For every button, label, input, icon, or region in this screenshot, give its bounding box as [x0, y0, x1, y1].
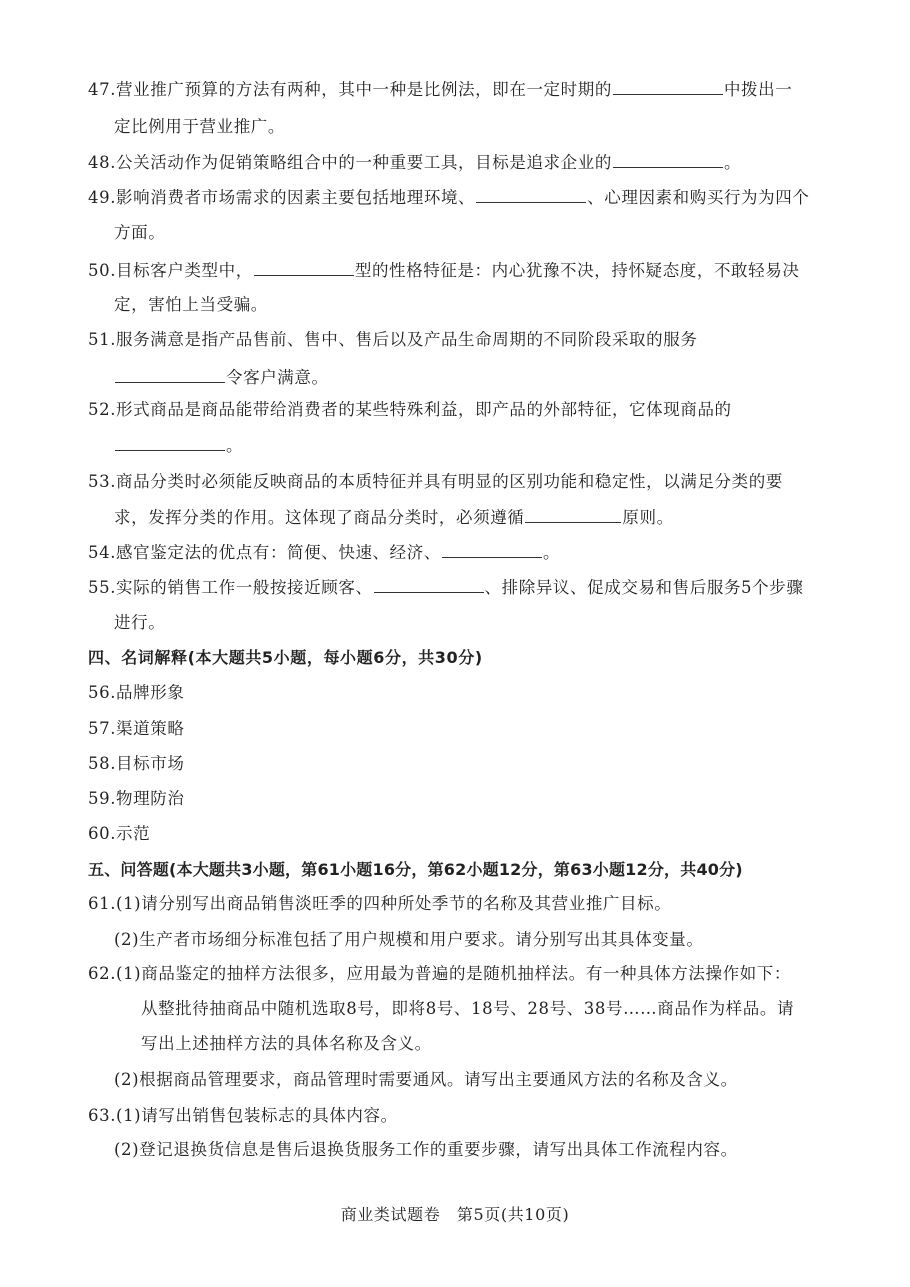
- answer-blank: [115, 366, 225, 383]
- q50-line2: 定，害怕上当受骗。: [114, 295, 268, 314]
- q54-text: 54.感官鉴定法的优点有：简便、快速、经济、: [88, 543, 441, 562]
- answer-blank: [613, 151, 723, 168]
- q49-text: 49.影响消费者市场需求的因素主要包括地理环境、: [88, 188, 476, 207]
- q55-text-2: 、排除异议、促成交易和售后服务5个步骤: [484, 578, 804, 597]
- answer-blank: [254, 259, 354, 276]
- q48-line1: [88, 151, 741, 173]
- q52-text-2: 。: [226, 436, 244, 455]
- q49-line2: 方面。: [114, 223, 166, 242]
- q62-part1-line2: 从整批待抽商品中随机选取8号，即将8号、18号、28号、38号……商品作为样品。请: [141, 999, 795, 1018]
- q61-part2: (2)生产者市场细分标准包括了用户规模和用户要求。请分别写出其具体变量。: [114, 930, 704, 949]
- q51-line2: [114, 366, 329, 388]
- q63-part1: 63.(1)请写出销售包装标志的具体内容。: [88, 1106, 398, 1125]
- q54-line1: [88, 541, 560, 563]
- q50-text-2: 型的性格特征是：内心犹豫不决，持怀疑态度，不敢轻易决: [354, 261, 800, 280]
- q47-line2: 定比例用于营业推广。: [114, 117, 285, 136]
- page-footer: 商业类试题卷 第5页(共10页): [340, 1205, 570, 1224]
- q53-text-3: 原则。: [622, 508, 674, 527]
- q51-line1: 51.服务满意是指产品售前、售中、售后以及产品生命周期的不同阶段采取的服务: [88, 330, 698, 349]
- q53-text-2: 求，发挥分类的作用。这体现了商品分类时，必须遵循: [114, 508, 525, 527]
- q54-text-2: 。: [542, 543, 561, 562]
- q48-text-2: 。: [723, 153, 742, 172]
- q62-part2: (2)根据商品管理要求，商品管理时需要通风。请写出主要通风方法的名称及含义。: [114, 1070, 738, 1089]
- q49-text-2: 、心理因素和购买行为为四个: [587, 188, 810, 207]
- q53-line2: [114, 506, 674, 528]
- section-4-heading: 四、名词解释(本大题共5小题，每小题6分，共30分): [88, 648, 483, 667]
- q47-text: 47.营业推广预算的方法有两种，其中一种是比例法，即在一定时期的: [88, 80, 612, 99]
- q49-line1: [88, 186, 809, 208]
- q52-line1: 52.形式商品是商品能带给消费者的某些特殊利益，即产品的外部特征，它体现商品的: [88, 400, 732, 419]
- q48-text: 48.公关活动作为促销策略组合中的一种重要工具，目标是追求企业的: [88, 153, 612, 172]
- q52-line2: [114, 434, 243, 456]
- term-59: 59.物理防治: [88, 789, 185, 808]
- answer-blank: [613, 78, 723, 95]
- q63-part2: (2)登记退换货信息是售后退换货服务工作的重要步骤，请写出具体工作流程内容。: [114, 1140, 738, 1159]
- term-56: 56.品牌形象: [88, 683, 185, 702]
- q61-part1: 61.(1)请分别写出商品销售淡旺季的四种所处季节的名称及其营业推广目标。: [88, 894, 672, 913]
- q51-text-2: 令客户满意。: [226, 368, 329, 387]
- term-58: 58.目标市场: [88, 754, 185, 773]
- answer-blank: [525, 506, 621, 523]
- q47-line1: [88, 78, 792, 100]
- section-5-heading: 五、问答题(本大题共3小题，第61小题16分，第62小题12分，第63小题12分，共40分): [88, 860, 743, 879]
- answer-blank: [374, 576, 484, 593]
- answer-blank: [115, 434, 225, 451]
- q55-line1: [88, 576, 803, 598]
- q62-part1-line3: 写出上述抽样方法的具体名称及含义。: [141, 1034, 432, 1053]
- q50-text: 50.目标客户类型中，: [88, 261, 253, 280]
- answer-blank: [476, 186, 586, 203]
- q53-line1: 53.商品分类时必须能反映商品的本质特征并具有明显的区别功能和稳定性，以满足分类的要: [88, 472, 783, 491]
- answer-blank: [442, 541, 542, 558]
- q62-part1: 62.(1)商品鉴定的抽样方法很多，应用最为普遍的是随机抽样法。有一种具体方法操作如下：: [88, 964, 792, 983]
- term-57: 57.渠道策略: [88, 719, 185, 738]
- q55-text: 55.实际的销售工作一般按接近顾客、: [88, 578, 373, 597]
- term-60: 60.示范: [88, 824, 151, 843]
- q55-line2: 进行。: [114, 613, 166, 632]
- q47-text-2: 中拨出一: [723, 80, 793, 99]
- q50-line1: [88, 259, 799, 281]
